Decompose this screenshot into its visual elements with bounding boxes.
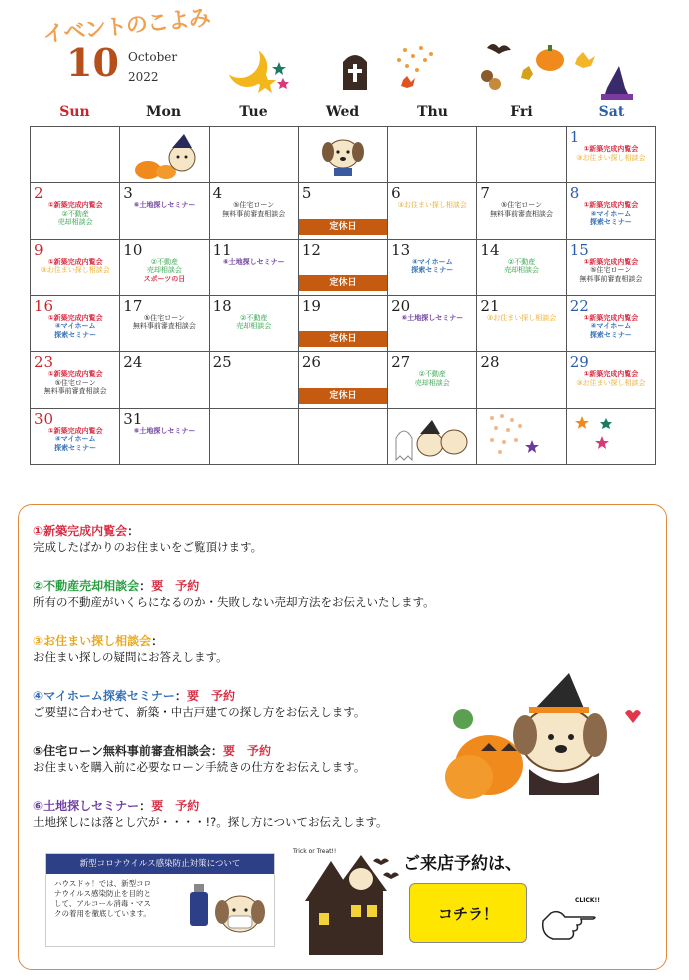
day-number: 5 <box>301 184 312 203</box>
calendar-event: ④マイホーム <box>590 209 632 218</box>
calendar-day-11 <box>210 240 299 296</box>
closed-day-badge: 定休日 <box>299 388 387 404</box>
weekday-wed: Wed <box>325 104 360 120</box>
day-number: 6 <box>391 184 401 203</box>
haunted-house-illustration <box>291 841 401 957</box>
maple-leaf-icon <box>401 76 415 88</box>
page-title: イベントのこよみ <box>41 5 211 49</box>
legend-item-title-row <box>33 523 262 539</box>
dog-face-illustration <box>320 132 366 178</box>
day-number: 25 <box>212 353 232 372</box>
calendar-empty-cell <box>299 409 388 465</box>
calendar-event: ②不動産 <box>418 370 446 379</box>
calendar-day-7 <box>477 183 566 239</box>
calendar-event: ③お住まい探し相談会 <box>40 266 110 275</box>
legend-item-title: ⑥土地探しセミナー <box>33 799 140 813</box>
calendar-event: ⑤住宅ローン <box>233 201 275 210</box>
calendar-event: ③お住まい探し相談会 <box>486 313 557 322</box>
calendar-event: 売却相談会 <box>504 266 540 275</box>
calendar-event: ⑤住宅ローン <box>143 313 185 322</box>
calendar-day-29 <box>567 352 656 408</box>
covid-notice <box>45 853 275 947</box>
day-number: 1 <box>569 128 580 146</box>
calendar-event: 探索セミナー <box>589 218 632 227</box>
weekday-sun: Sun <box>59 104 90 120</box>
legend-item-description: 完成したばかりのお住まいをご覧頂けます。 <box>33 540 263 554</box>
month-name: October <box>128 50 178 64</box>
calendar-event: ①新築完成内覧会 <box>583 313 639 322</box>
legend-item-title-row <box>33 578 435 594</box>
weekday-tue: Tue <box>239 104 268 120</box>
calendar-event: ④マイホーム <box>411 257 453 266</box>
calendar-day-6 <box>388 183 477 239</box>
day-number: 31 <box>123 409 143 428</box>
calendar-event: 売却相談会 <box>57 218 93 227</box>
calendar-day-27 <box>388 352 477 408</box>
calendar-empty-cell <box>210 409 299 465</box>
day-number: 8 <box>569 184 580 203</box>
legend-item <box>33 523 262 555</box>
calendar-empty-cell <box>31 127 120 183</box>
legend-item-description: 土地探しには落とし穴が・・・・!?。探し方についてお伝えします。 <box>33 815 388 829</box>
calendar-day-22 <box>567 296 656 352</box>
calendar-empty-cell <box>210 127 299 183</box>
reservation-required-label: 要 予約 <box>186 689 235 703</box>
legend-item <box>33 743 365 775</box>
calendar-day-10 <box>120 240 209 296</box>
calendar-event: ③お住まい探し相談会 <box>576 153 646 162</box>
day-number: 17 <box>123 296 143 315</box>
calendar-event: ①新築完成内覧会 <box>47 426 103 435</box>
legend-item-title: ②不動産売却相談会 <box>33 579 140 593</box>
calendar-event: ⑥土地探しセミナー <box>401 313 464 322</box>
calendar-event: スポーツの日 <box>143 274 186 283</box>
legend-item-description: 所有の不動産がいくらになるのか・失敗しない売却方法をお伝えいたします。 <box>33 595 435 609</box>
dogs-ghost-illustration <box>392 416 472 462</box>
dog-witch-pumpkin-illustration <box>429 665 649 805</box>
tombstone-icon <box>343 55 367 90</box>
dots-decoration-icon <box>484 410 540 456</box>
closed-day-badge: 定休日 <box>299 219 387 235</box>
dog-sanitizer-illustration <box>172 878 268 944</box>
day-number: 11 <box>212 240 232 259</box>
calendar-day-25 <box>210 352 299 408</box>
calendar-event: ⑤住宅ローン <box>500 201 543 210</box>
calendar-event: 探索セミナー <box>54 443 97 452</box>
calendar-day-13 <box>388 240 477 296</box>
calendar-event: ①新築完成内覧会 <box>583 257 639 266</box>
bat-icon <box>487 44 511 54</box>
legend-item-separator: ： <box>127 524 140 538</box>
acorn-icon <box>481 70 501 90</box>
day-number: 3 <box>123 184 133 203</box>
calendar-event: 探索セミナー <box>54 330 97 339</box>
calendar-event: 無料事前審査相談会 <box>222 209 286 218</box>
legend-item-separator: ： <box>139 799 152 813</box>
calendar-event: ②不動産 <box>61 209 89 218</box>
calendar-day-16 <box>31 296 120 352</box>
day-number: 24 <box>123 353 143 372</box>
covid-notice-body: ハウスドゥ！では、新型コロナウイルス感染防止を目的として、アルコール消毒・マスクの着用を徹底しています。 <box>54 879 152 918</box>
legend-item-separator: ： <box>174 689 187 703</box>
day-number: 23 <box>34 353 54 372</box>
reservation-button[interactable]: コチラ！ <box>409 883 527 943</box>
day-number: 22 <box>569 296 589 315</box>
calendar-event: 売却相談会 <box>236 322 272 331</box>
calendar-event: ①新築完成内覧会 <box>47 313 103 322</box>
legend-item-title-row <box>33 798 388 814</box>
day-number: 18 <box>212 296 232 315</box>
weekday-mon: Mon <box>145 104 181 120</box>
calendar-event: ②不動産 <box>507 257 536 266</box>
trick-or-treat-label: Trick or Treat!! <box>293 848 337 855</box>
month-number: 10 <box>66 40 119 85</box>
calendar-empty-cell <box>388 127 477 183</box>
day-number: 13 <box>391 240 411 259</box>
year: 2022 <box>128 70 159 84</box>
legend-item-description: お住まいを購入前に必要なローン手続きの仕方をお伝えします。 <box>33 760 366 774</box>
stars-decoration-icon <box>572 414 622 454</box>
legend-item-title: ③お住まい探し相談会 <box>33 634 152 648</box>
calendar-event: ①新築完成内覧会 <box>583 145 639 153</box>
calendar-day-23 <box>31 352 120 408</box>
calendar-day-3 <box>120 183 209 239</box>
calendar-empty-cell <box>477 127 566 183</box>
calendar-event: ①新築完成内覧会 <box>47 257 103 266</box>
calendar-event: ③お住まい探し相談会 <box>576 378 646 387</box>
maple-leaf-icon <box>521 66 533 80</box>
calendar-event: 無料事前審査相談会 <box>490 209 554 218</box>
calendar-event: 探索セミナー <box>589 330 632 339</box>
calendar-day-4 <box>210 183 299 239</box>
calendar-day-18 <box>210 296 299 352</box>
calendar-event: ①新築完成内覧会 <box>583 370 639 379</box>
legend-item-description: ご要望に合わせて、新築・中古戸建ての探し方をお伝えします。 <box>33 705 366 719</box>
calendar-event: ④マイホーム <box>54 322 96 331</box>
calendar-day-30 <box>31 409 120 465</box>
legend-item <box>33 798 388 830</box>
reservation-required-label: 要 予約 <box>151 579 200 593</box>
closed-day-badge: 定休日 <box>299 275 387 291</box>
calendar-event: 探索セミナー <box>411 266 454 275</box>
calendar-event: ①新築完成内覧会 <box>47 370 103 379</box>
legend-item-title: ④マイホーム探索セミナー <box>33 689 175 703</box>
calendar-event: ①新築完成内覧会 <box>583 201 639 210</box>
calendar-day-14 <box>477 240 566 296</box>
legend-item-title-row <box>33 633 228 649</box>
reservation-required-label: 要 予約 <box>222 744 271 758</box>
weekday-thu: Thu <box>417 104 448 120</box>
day-number: 26 <box>301 353 321 372</box>
dots-decoration-icon <box>397 46 433 72</box>
day-number: 2 <box>34 184 44 203</box>
calendar-event: ③お住まい探し相談会 <box>397 201 467 210</box>
covid-notice-heading: 新型コロナウイルス感染防止対策について <box>46 854 274 874</box>
day-number: 19 <box>301 296 321 315</box>
legend-item <box>33 578 435 610</box>
legend-item-title-row <box>33 743 365 759</box>
click-label: CLICK!! <box>575 897 600 904</box>
calendar-event: ②不動産 <box>150 257 179 266</box>
calendar-day-31 <box>120 409 209 465</box>
reservation-required-label: 要 予約 <box>151 799 200 813</box>
day-number: 27 <box>391 353 411 372</box>
calendar-day-17 <box>120 296 209 352</box>
weekday-fri: Fri <box>510 104 533 120</box>
star-icon <box>255 72 276 93</box>
legend-item-title-row <box>33 688 365 704</box>
day-number: 29 <box>569 353 589 372</box>
calendar-event: ①新築完成内覧会 <box>47 201 103 210</box>
legend-item-separator: ： <box>210 744 223 758</box>
star-icon <box>272 62 286 75</box>
calendar-event: ⑥土地探しセミナー <box>222 257 285 266</box>
calendar-day-9 <box>31 240 120 296</box>
weekday-sat: Sat <box>598 104 625 120</box>
calendar-event: 売却相談会 <box>414 378 450 387</box>
day-number: 10 <box>123 240 143 259</box>
day-number: 21 <box>480 296 500 315</box>
reservation-heading: ご来店予約は、 <box>403 854 522 874</box>
calendar-day-12 <box>299 240 388 296</box>
maple-leaf-icon <box>575 52 595 68</box>
day-number: 16 <box>34 296 54 315</box>
legend-item-title: ⑤住宅ローン無料事前審査相談会 <box>33 744 211 758</box>
calendar-day-5 <box>299 183 388 239</box>
legend-item-title: ①新築完成内覧会 <box>33 524 128 538</box>
day-number: 9 <box>34 240 44 259</box>
calendar-event: 無料事前審査相談会 <box>132 322 196 331</box>
star-icon <box>277 78 289 89</box>
day-number: 28 <box>480 353 500 372</box>
calendar-event: 無料事前審査相談会 <box>579 274 643 283</box>
day-number: 4 <box>212 184 223 203</box>
calendar-event: ②不動産 <box>240 313 268 322</box>
legend-item <box>33 688 365 720</box>
calendar-event: 無料事前審査相談会 <box>43 387 107 396</box>
day-number: 14 <box>480 240 500 259</box>
legend-item-separator: ： <box>139 579 152 593</box>
calendar-day-1 <box>567 127 656 183</box>
calendar-day-24 <box>120 352 209 408</box>
legend-item-separator: ： <box>151 634 164 648</box>
calendar-day-19 <box>299 296 388 352</box>
calendar-day-2 <box>31 183 120 239</box>
day-number: 7 <box>480 184 490 203</box>
calendar-day-20 <box>388 296 477 352</box>
event-legend <box>18 504 667 970</box>
dog-pumpkin-illustration <box>132 132 204 180</box>
calendar-event: ④マイホーム <box>54 435 96 444</box>
legend-item <box>33 633 228 665</box>
calendar-day-28 <box>477 352 566 408</box>
calendar-event: ④マイホーム <box>590 322 632 331</box>
witch-hat-icon <box>601 66 633 100</box>
closed-day-badge: 定休日 <box>299 331 387 347</box>
calendar-day-26 <box>299 352 388 408</box>
day-number: 15 <box>569 240 589 259</box>
calendar-day-15 <box>567 240 656 296</box>
calendar-event: ⑥土地探しセミナー <box>133 201 196 210</box>
calendar-event: ⑥土地探しセミナー <box>133 426 196 435</box>
calendar-day-21 <box>477 296 566 352</box>
legend-item-description: お住まい探しの疑問にお答えします。 <box>33 650 228 664</box>
calendar-event: 売却相談会 <box>146 266 182 275</box>
halloween-decoration-header <box>255 30 635 105</box>
day-number: 20 <box>391 296 411 315</box>
calendar-day-8 <box>567 183 656 239</box>
day-number: 30 <box>34 409 54 428</box>
calendar-event: ⑤住宅ローン <box>590 266 632 275</box>
pumpkin-icon <box>536 45 564 71</box>
calendar-event: ⑤住宅ローン <box>54 378 96 387</box>
day-number: 12 <box>301 240 321 259</box>
